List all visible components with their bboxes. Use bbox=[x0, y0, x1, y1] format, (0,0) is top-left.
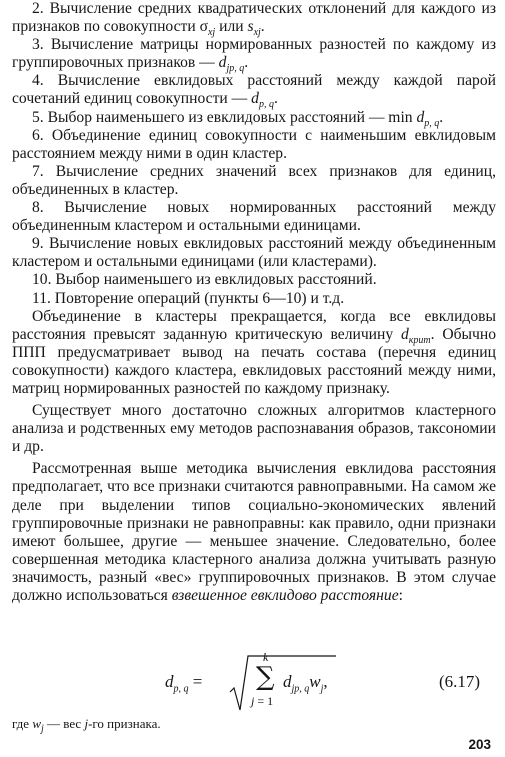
sum-upper-limit: k bbox=[263, 650, 269, 664]
list-item-5: 5. Выбор наименьшего из евклидовых расстояний — $\min d_{p, q}$. bbox=[32, 108, 444, 129]
page-number: 203 bbox=[468, 737, 491, 752]
list-item-6: 6. Объединение единиц совокупности с наименьшим евклидовым расстоянием между ними в один кластер. bbox=[12, 126, 496, 162]
formula-footnote: где $w_j$ — вес j-го признака. bbox=[12, 716, 161, 735]
list-item-10: 10. Выбор наименьшего из евклидовых расстояний. bbox=[32, 271, 377, 289]
list-item-8: 8. Вычисление новых нормированных расстояний между объединенным кластером и остальными единицами. bbox=[12, 199, 496, 235]
emphasis-term: взвешенное евклидово расстояние bbox=[171, 587, 399, 604]
body-text bbox=[12, 0, 496, 605]
list-item-11: 11. Повторение операций (пункты 6—10) и т.д. bbox=[32, 289, 345, 307]
list-item-4: 4. Вычисление евклидовых расстояний между каждой парой сочетаний единиц совокупности — $d_{p, q}$. bbox=[12, 72, 496, 111]
sum-sign: ∑ bbox=[256, 662, 275, 692]
formula-number: (6.17) bbox=[439, 672, 481, 691]
formula-summand: $d_{jp, q}w_j$, bbox=[283, 672, 328, 695]
paragraph-algorithms: Существует много достаточно сложных алгоритмов кластерного анализа и родственных ему методов распознавания образов, таксономии и др. bbox=[12, 402, 496, 456]
paragraph-weighted-distance: Рассмотренная выше методика вычисления евклидова расстояния предполагает, что все признаки считаются равноправными. На самом же деле при выделении типов социально-экономических явлений группировочные признаки не равноправны: как правило, одни признаки имеют большее, другие — меньшее значение. Следовательно, более совершенная методика кластерного анализа должна учитывать разную значимость, разный «вес» группировочных признаков. В этом случае должно использоваться взвешенное евклидово расстояние: bbox=[12, 460, 496, 604]
paragraph-clustering-stop: Объединение в кластеры прекращается, когда все евклидовы расстояния превысят заданную критическую величину $d_{крит}$. Обычно ППП предусматривает вывод на печать состава (перечня единиц совокупности) каждого кластера, евклидовых расстояний между ними, матриц нормированных разностей по каждому признаку. bbox=[12, 307, 496, 397]
list-item-9: 9. Вычисление новых евклидовых расстояний между объединенным кластером и остальными единицами (или кластерами). bbox=[12, 235, 496, 271]
list-item-2: 2. Вычисление средних квадратических отклонений для каждого из признаков по совокупности $\sigma_{xj}$ или $s_{xj}$. bbox=[12, 0, 496, 39]
list-item-3: 3. Вычисление матрицы нормированных разностей по каждому из группировочных признаков — $d_{jp, q}$. bbox=[12, 36, 496, 75]
sum-lower-limit: j = 1 bbox=[251, 694, 274, 708]
list-item-7: 7. Вычисление средних значений всех признаков для единиц, объединенных в кластер. bbox=[12, 162, 496, 198]
formula-lhs: $d_{p, q}$ = bbox=[165, 672, 203, 695]
formula-6-17 bbox=[0, 648, 505, 716]
